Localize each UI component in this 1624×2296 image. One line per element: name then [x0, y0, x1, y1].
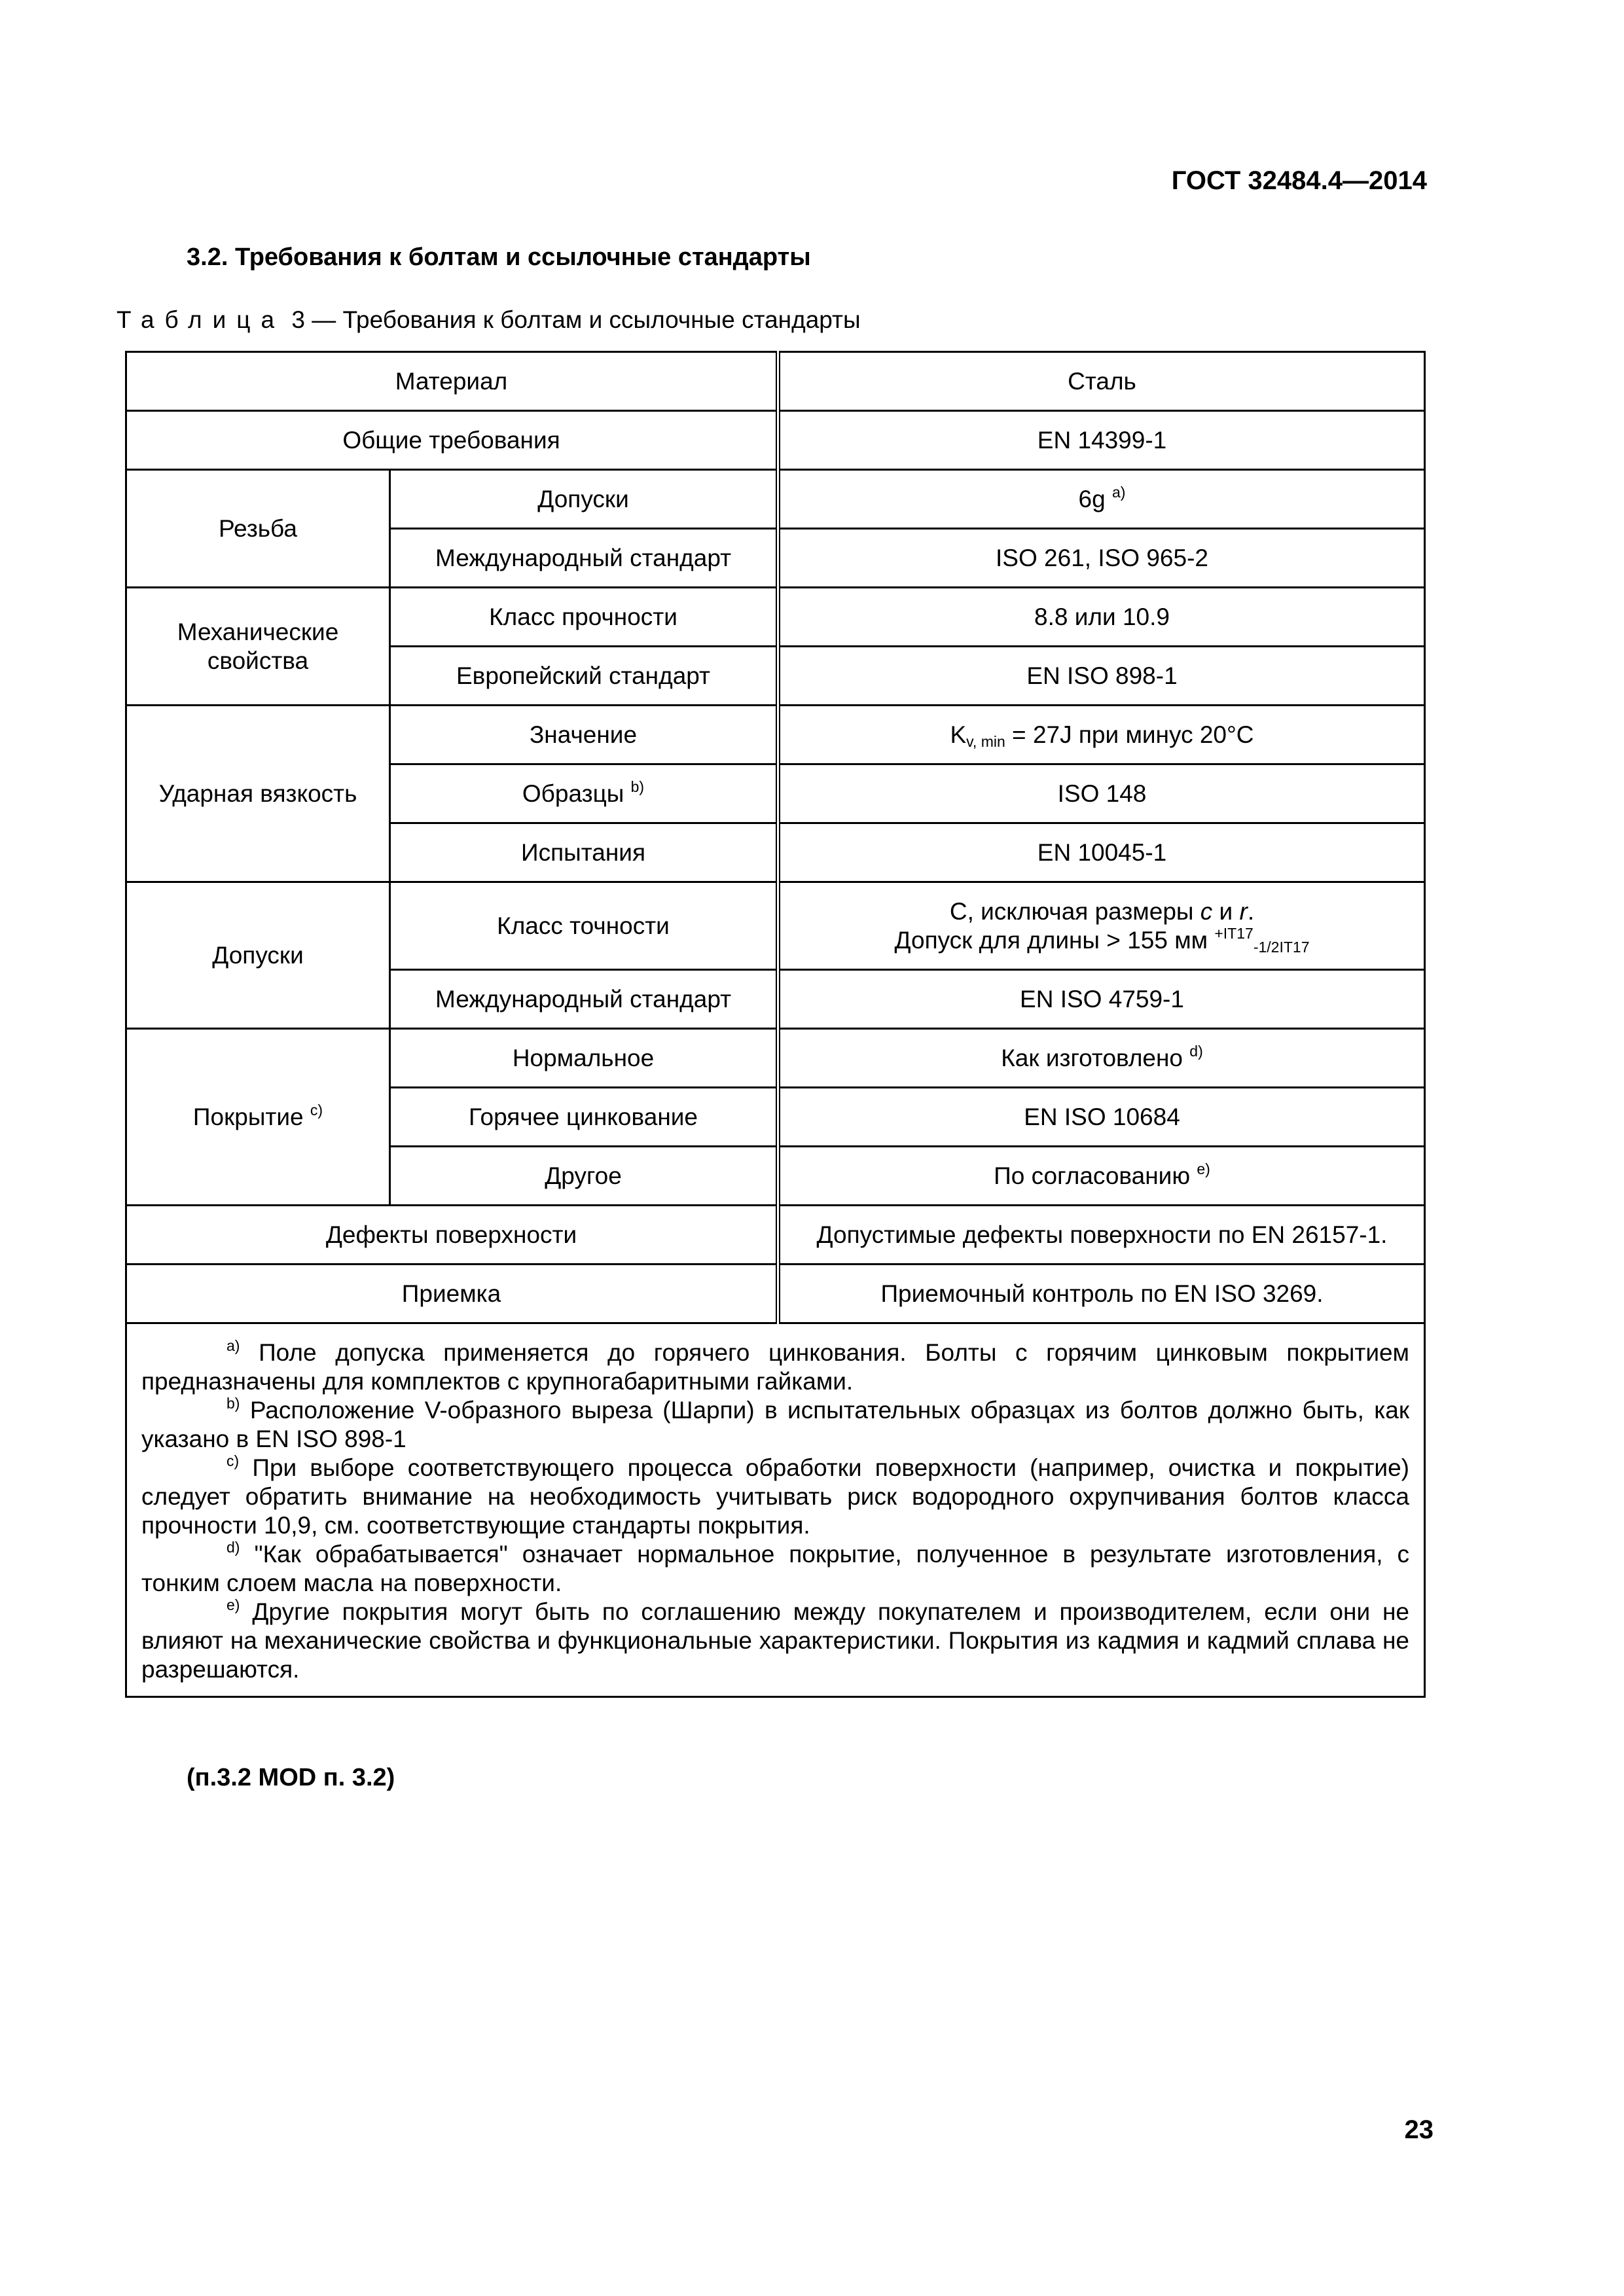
table-row	[126, 1265, 1425, 1323]
acceptance-label: Приемка	[126, 1265, 778, 1323]
general-requirements-value: EN 14399-1	[778, 411, 1425, 470]
impact-tests-value: EN 10045-1	[778, 823, 1425, 882]
accuracy-class-value: C, исключая размеры c и r. Допуск для длины > 155 мм $^{+IT17}_{-1/2IT17}$	[778, 882, 1425, 970]
thread-standard-label: Международный стандарт	[390, 529, 778, 588]
footnote: $^{e)}$ Другие покрытия могут быть по соглашению между покупателем и производителем, если они не влияют на механические свойства и функциональные характеристики. Покрытия из кадмия и кадмий сплава не разрешаются.	[141, 1596, 1409, 1683]
header-material: Материал	[126, 352, 778, 411]
coating-normal-value: Как изготовлено $^{d)}$	[778, 1029, 1425, 1088]
table-row	[126, 1323, 1425, 1697]
coating-normal-label: Нормальное	[390, 1029, 778, 1088]
footnote-mark: e)	[1197, 1160, 1210, 1177]
coating-other-value: По согласованию $^{e)}$	[778, 1147, 1425, 1206]
caption-text: — Требования к болтам и ссылочные стандарты	[312, 306, 861, 333]
strength-class-value: 8.8 или 10.9	[778, 588, 1425, 647]
impact-group-label: Ударная вязкость	[126, 706, 390, 882]
surface-defects-value: Допустимые дефекты поверхности по EN 26157-1.	[778, 1206, 1425, 1265]
tolerances-group-label: Допуски	[126, 882, 390, 1029]
section-title: 3.2. Требования к болтам и ссылочные стандарты	[187, 243, 811, 271]
caption-label: Таблица	[117, 306, 285, 333]
footnote-mark: a)	[1111, 483, 1126, 501]
thread-tolerance-value: 6g $^{a)}$	[778, 470, 1425, 529]
european-standard-label: Европейский стандарт	[390, 647, 778, 706]
impact-tests-label: Испытания	[390, 823, 778, 882]
footnote: $^{a)}$ Поле допуска применяется до горячего цинкования. Болты с горячим цинковым покрытием предназначены для комплектов с крупногабаритными гайками.	[141, 1337, 1409, 1395]
acceptance-value: Приемочный контроль по EN ISO 3269.	[778, 1265, 1425, 1323]
table-row	[126, 882, 1425, 970]
table-row	[126, 470, 1425, 529]
thread-tolerance-label: Допуски	[390, 470, 778, 529]
tolerance-standard-value: EN ISO 4759-1	[778, 970, 1425, 1029]
document-code: ГОСТ 32484.4—2014	[1171, 166, 1427, 195]
footnote-mark: b)	[630, 778, 645, 795]
accuracy-class-label: Класс точности	[390, 882, 778, 970]
table-row	[126, 411, 1425, 470]
thread-standard-value: ISO 261, ISO 965-2	[778, 529, 1425, 588]
surface-defects-label: Дефекты поверхности	[126, 1206, 778, 1265]
caption-number: 3	[291, 306, 305, 333]
tolerance-standard-label: Международный стандарт	[390, 970, 778, 1029]
coating-hot-value: EN ISO 10684	[778, 1088, 1425, 1147]
mod-reference: (п.3.2 MOD п. 3.2)	[187, 1764, 395, 1791]
table-row	[126, 588, 1425, 647]
mechanical-group-label: Механические свойства	[126, 588, 390, 706]
table-row	[126, 1206, 1425, 1265]
general-requirements-label: Общие требования	[126, 411, 778, 470]
thread-group-label: Резьба	[126, 470, 390, 588]
impact-samples-label: Образцы $^{b)}$	[390, 764, 778, 823]
table-row	[126, 706, 1425, 764]
table-footnotes	[126, 1323, 1425, 1697]
coating-other-label: Другое	[390, 1147, 778, 1206]
footnote: $^{d)}$ "Как обрабатывается" означает нормальное покрытие, полученное в результате изготовления, с тонким слоем масла на поверхности.	[141, 1539, 1409, 1596]
coating-group-label: Покрытие $^{c)}$	[126, 1029, 390, 1206]
footnote-mark: c)	[310, 1101, 323, 1119]
impact-value: $K_{v, min} = 27J$ при минус 20°C	[778, 706, 1425, 764]
european-standard-value: EN ISO 898-1	[778, 647, 1425, 706]
footnote-mark: d)	[1189, 1042, 1203, 1060]
footnote: $^{b)}$ Расположение V-образного выреза (Шарпи) в испытательных образцах из болтов должно быть, как указано в EN ISO 898-1	[141, 1395, 1410, 1452]
strength-class-label: Класс прочности	[390, 588, 778, 647]
header-steel: Сталь	[778, 352, 1425, 411]
page-number: 23	[1404, 2115, 1434, 2144]
table-row	[126, 352, 1425, 411]
table-caption	[117, 306, 861, 334]
requirements-table	[125, 351, 1426, 1698]
footnote: $^{c)}$ При выборе соответствующего процесса обработки поверхности (например, очистка и покрытие) следует обратить внимание на необходимость учитывать риск водородного охрупчивания болтов класса прочности 10,9, см. соответствующие стандарты покрытия.	[141, 1452, 1409, 1539]
impact-samples-value: ISO 148	[778, 764, 1425, 823]
impact-value-label: Значение	[390, 706, 778, 764]
table-row	[126, 1029, 1425, 1088]
coating-hot-label: Горячее цинкование	[390, 1088, 778, 1147]
